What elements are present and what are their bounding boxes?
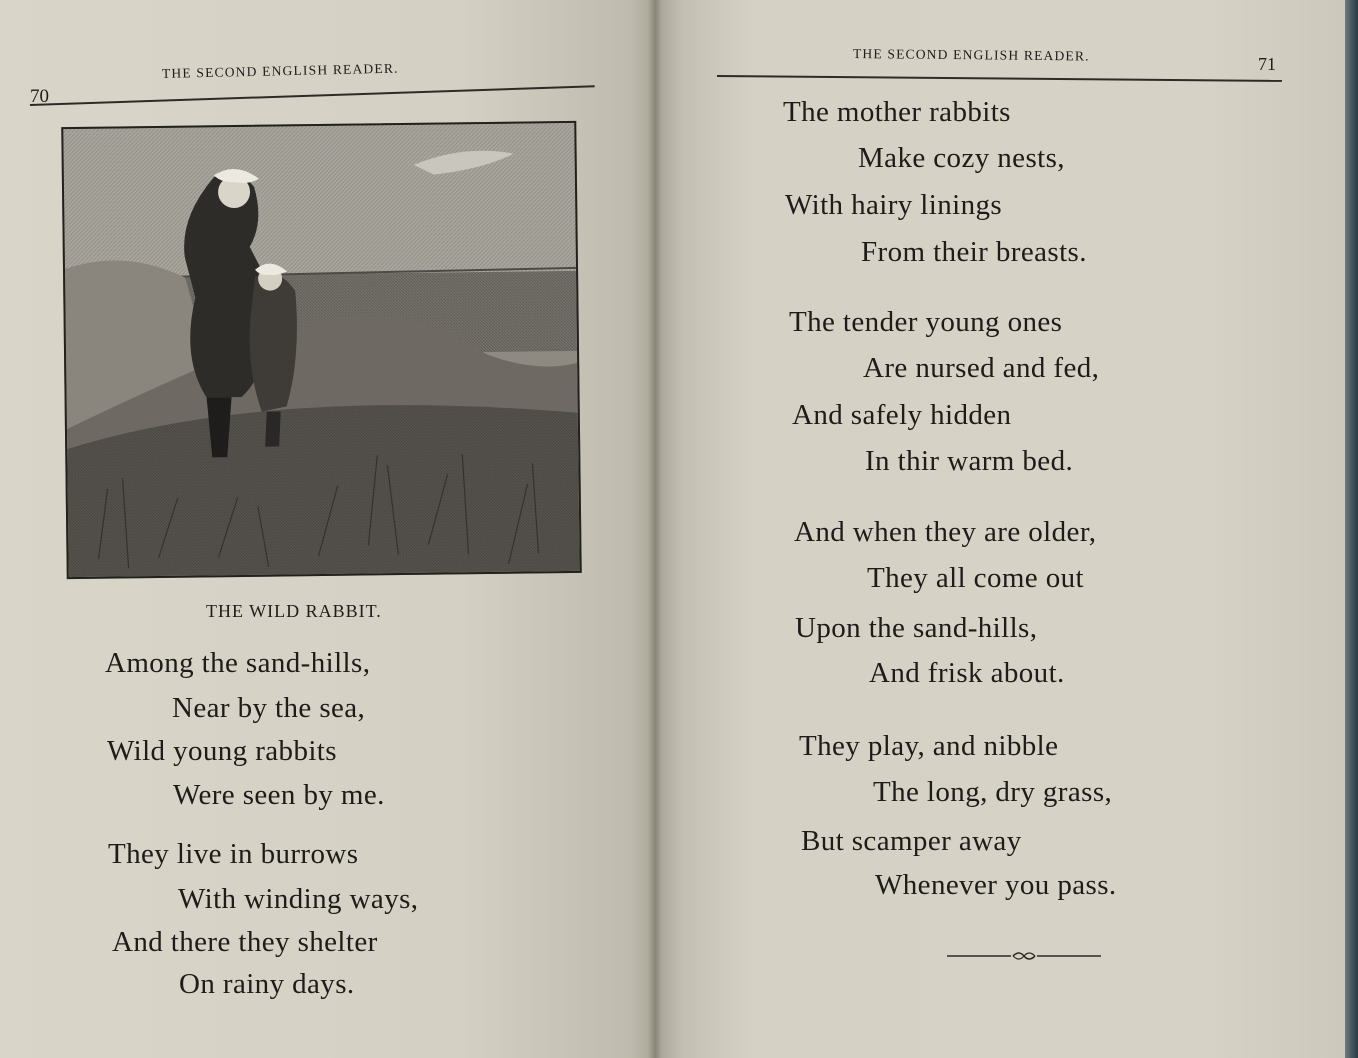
running-head: THE SECOND ENGLISH READER. — [161, 60, 399, 81]
running-head: THE SECOND ENGLISH READER. — [852, 46, 1090, 64]
verse-line: Wild young rabbits — [107, 735, 337, 767]
verse-line: The long, dry grass, — [873, 776, 1113, 808]
page-number: 71 — [1258, 54, 1276, 74]
verse-line: With hairy linings — [785, 189, 1003, 221]
right-page — [655, 0, 1345, 1058]
engraving-illustration — [61, 121, 581, 579]
verse-line: Upon the sand-hills, — [795, 612, 1038, 644]
page-number: 70 — [30, 86, 49, 107]
verse-line: In thir warm bed. — [865, 445, 1074, 477]
verse-line: And when they are older, — [794, 516, 1097, 548]
verse-line: On rainy days. — [179, 968, 355, 1000]
verse-line: But scamper away — [801, 825, 1022, 857]
book-gutter — [648, 0, 662, 1058]
verse-line: Whenever you pass. — [875, 869, 1117, 901]
tailpiece-ornament — [947, 948, 1101, 964]
verse-line: Make cozy nests, — [858, 142, 1065, 174]
header-rule — [30, 85, 595, 106]
verse-line: Were seen by me. — [173, 779, 385, 811]
verse-line: They live in burrows — [108, 838, 359, 870]
verse-line: They all come out — [867, 562, 1084, 594]
verse-line: They play, and nibble — [799, 730, 1059, 762]
verse-line: Are nursed and fed, — [863, 352, 1100, 384]
verse-line: The mother rabbits — [783, 96, 1011, 128]
poem-title: THE WILD RABBIT. — [206, 601, 382, 621]
book-cover-edge — [1345, 0, 1358, 1058]
verse-line: Among the sand-hills, — [105, 647, 371, 679]
verse-line: And there they shelter — [112, 926, 378, 958]
verse-line: And frisk about. — [869, 657, 1065, 689]
verse-line: From their breasts. — [861, 236, 1087, 268]
verse-line: And safely hidden — [792, 399, 1012, 431]
engraving-graphic — [63, 123, 579, 577]
verse-line: With winding ways, — [178, 883, 419, 915]
verse-line: Near by the sea, — [172, 692, 366, 724]
verse-line: The tender young ones — [789, 306, 1063, 338]
left-page — [0, 0, 655, 1058]
header-rule — [717, 75, 1282, 82]
